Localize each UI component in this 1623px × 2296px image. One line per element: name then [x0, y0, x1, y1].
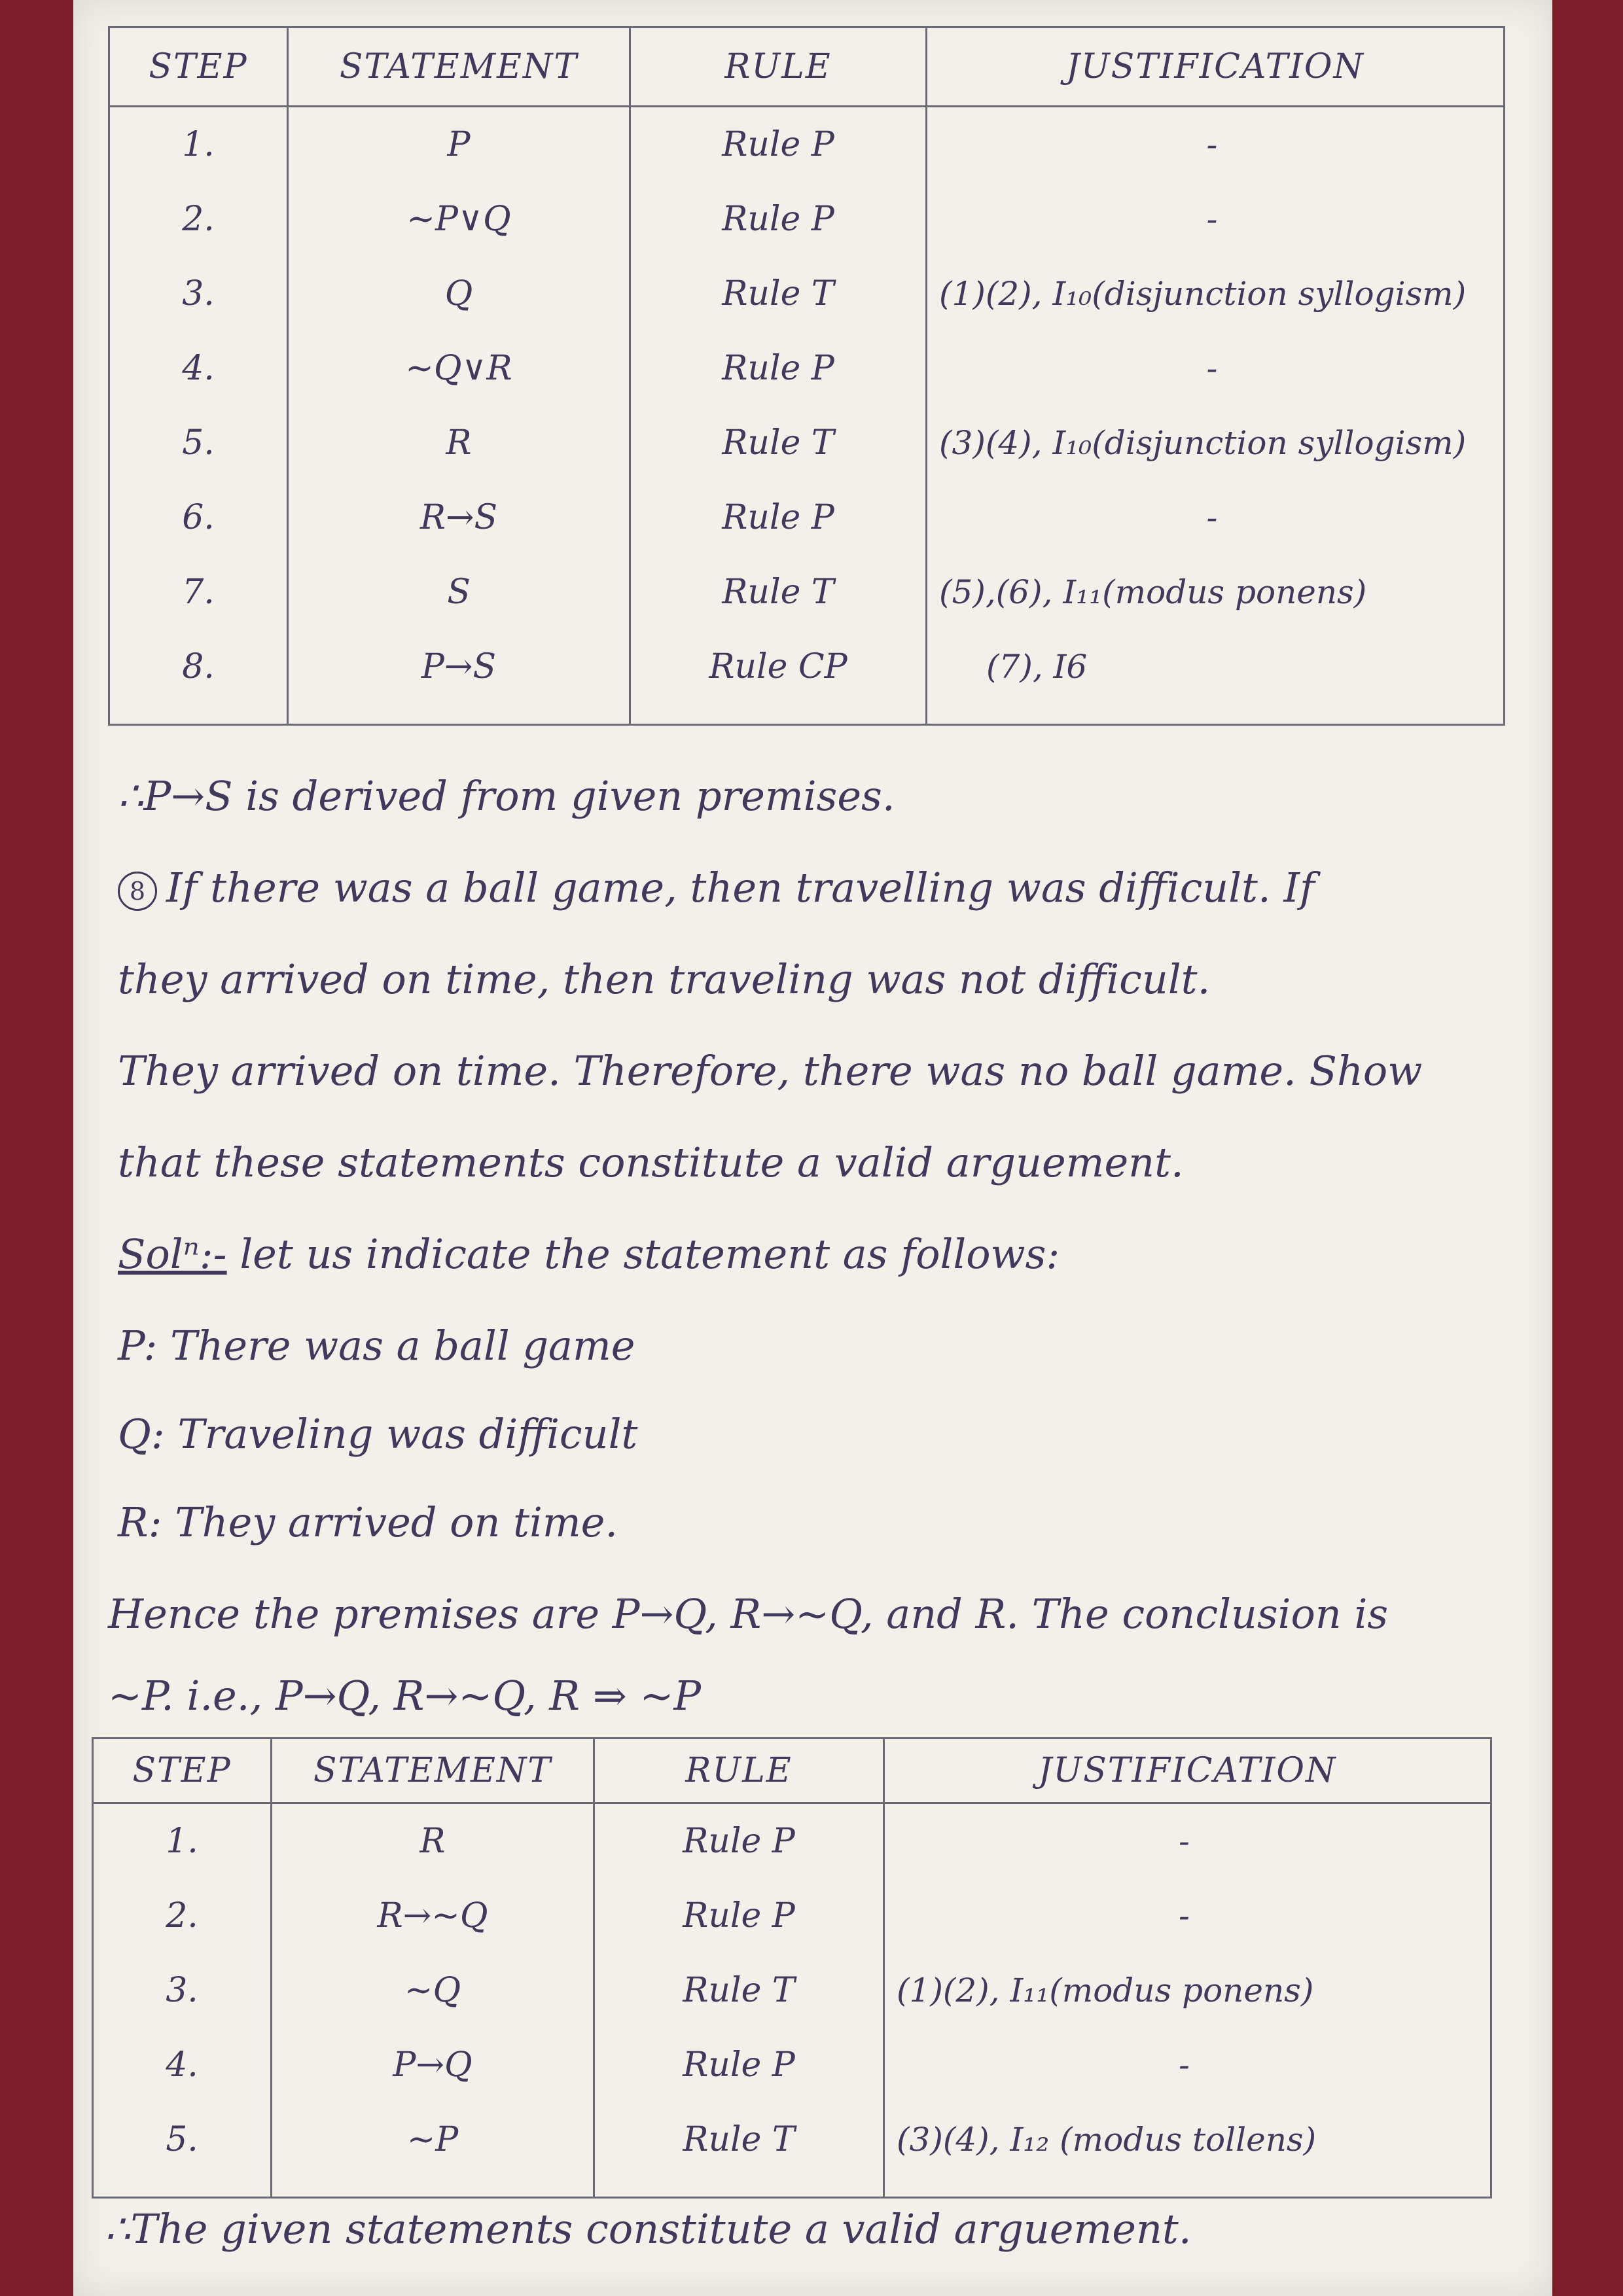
justification-cell: - — [884, 1879, 1491, 1953]
table-row — [109, 107, 1505, 183]
table-row — [109, 406, 1505, 480]
step-cell: 5. — [109, 406, 288, 480]
premises-line-1: Hence the premises are P→Q, R→~Q, and R. The conclusion is — [108, 1590, 1389, 1638]
column-header-step: STEP — [109, 27, 288, 107]
conclusion-line-1: ∴P→S is derived from given premises. — [118, 772, 895, 820]
proof-table-1 — [108, 26, 1505, 726]
statement-cell: P→Q — [272, 2028, 594, 2102]
statement-cell: R — [272, 1803, 594, 1879]
table-row — [93, 2102, 1491, 2198]
column-header-step: STEP — [93, 1739, 272, 1803]
rule-cell: Rule T — [630, 406, 927, 480]
rule-cell: Rule P — [630, 182, 927, 256]
statement-cell: ~Q — [272, 1953, 594, 2028]
rule-cell: Rule T — [594, 2102, 884, 2198]
step-cell: 6. — [109, 480, 288, 555]
statement-cell: R — [288, 406, 630, 480]
justification-cell: (1)(2), I₁₀(disjunction syllogism) — [927, 256, 1505, 331]
justification-cell: - — [884, 2028, 1491, 2102]
justification-cell: (3)(4), I₁₂ (modus tollens) — [884, 2102, 1491, 2198]
table-row — [109, 480, 1505, 555]
statement-cell: ~P — [272, 2102, 594, 2198]
statement-cell: Q — [288, 256, 630, 331]
step-cell: 3. — [93, 1953, 272, 2028]
problem-line-4: that these statements constitute a valid arguement. — [118, 1139, 1184, 1186]
statement-cell: R→S — [288, 480, 630, 555]
step-cell: 1. — [109, 107, 288, 183]
table-header-row — [93, 1739, 1491, 1803]
rule-cell: Rule T — [630, 555, 927, 629]
justification-cell: (3)(4), I₁₀(disjunction syllogism) — [927, 406, 1505, 480]
table-row — [109, 629, 1505, 725]
problem-line-3: They arrived on time. Therefore, there was no ball game. Show — [118, 1047, 1423, 1095]
problem-line-2: they arrived on time, then traveling was not difficult. — [118, 955, 1211, 1003]
statement-cell: ~P∨Q — [288, 182, 630, 256]
table-row — [93, 1803, 1491, 1879]
conclusion-line-2: ∴The given statements constitute a valid arguement. — [105, 2205, 1192, 2253]
table-row — [93, 2028, 1491, 2102]
table-row — [109, 256, 1505, 331]
definition-q: Q: Traveling was difficult — [118, 1410, 638, 1458]
solution-label: Solⁿ:- — [118, 1230, 227, 1278]
step-cell: 8. — [109, 629, 288, 725]
justification-cell: - — [927, 480, 1505, 555]
column-header-statement: STATEMENT — [288, 27, 630, 107]
table-row — [109, 555, 1505, 629]
rule-cell: Rule P — [594, 2028, 884, 2102]
premises-line-2: ~P. i.e., P→Q, R→~Q, R ⇒ ~P — [108, 1672, 702, 1720]
column-header-rule: RULE — [630, 27, 927, 107]
solution-intro-line — [118, 1230, 1060, 1278]
step-cell: 2. — [109, 182, 288, 256]
rule-cell: Rule P — [594, 1879, 884, 1953]
problem-number: 8 — [118, 872, 157, 911]
table-row — [109, 182, 1505, 256]
table-row — [93, 1879, 1491, 1953]
column-header-statement: STATEMENT — [272, 1739, 594, 1803]
rule-cell: Rule P — [630, 107, 927, 183]
statement-cell: P→S — [288, 629, 630, 725]
step-cell: 1. — [93, 1803, 272, 1879]
column-header-rule: RULE — [594, 1739, 884, 1803]
statement-cell: S — [288, 555, 630, 629]
table-row — [109, 331, 1505, 406]
step-cell: 4. — [109, 331, 288, 406]
definition-r: R: They arrived on time. — [118, 1498, 618, 1546]
proof-table-2 — [92, 1737, 1492, 2199]
definition-p: P: There was a ball game — [118, 1322, 635, 1369]
statement-cell: ~Q∨R — [288, 331, 630, 406]
step-cell: 3. — [109, 256, 288, 331]
justification-cell: (1)(2), I₁₁(modus ponens) — [884, 1953, 1491, 2028]
problem-text-line: If there was a ball game, then travelling was difficult. If — [166, 864, 1315, 911]
step-cell: 7. — [109, 555, 288, 629]
justification-cell: - — [927, 107, 1505, 183]
solution-intro: let us indicate the statement as follows: — [240, 1230, 1060, 1278]
step-cell: 5. — [93, 2102, 272, 2198]
column-header-justification: JUSTIFICATION — [927, 27, 1505, 107]
statement-cell: R→~Q — [272, 1879, 594, 1953]
rule-cell: Rule T — [630, 256, 927, 331]
table-row — [93, 1953, 1491, 2028]
rule-cell: Rule T — [594, 1953, 884, 2028]
statement-cell: P — [288, 107, 630, 183]
justification-cell: - — [884, 1803, 1491, 1879]
justification-cell: (5),(6), I₁₁(modus ponens) — [927, 555, 1505, 629]
justification-cell: - — [927, 182, 1505, 256]
column-header-justification: JUSTIFICATION — [884, 1739, 1491, 1803]
table-header-row — [109, 27, 1505, 107]
rule-cell: Rule CP — [630, 629, 927, 725]
problem-line-1 — [118, 864, 1315, 911]
rule-cell: Rule P — [630, 331, 927, 406]
justification-cell: - — [927, 331, 1505, 406]
rule-cell: Rule P — [630, 480, 927, 555]
justification-cell: (7), I6 — [927, 629, 1505, 725]
step-cell: 4. — [93, 2028, 272, 2102]
step-cell: 2. — [93, 1879, 272, 1953]
rule-cell: Rule P — [594, 1803, 884, 1879]
